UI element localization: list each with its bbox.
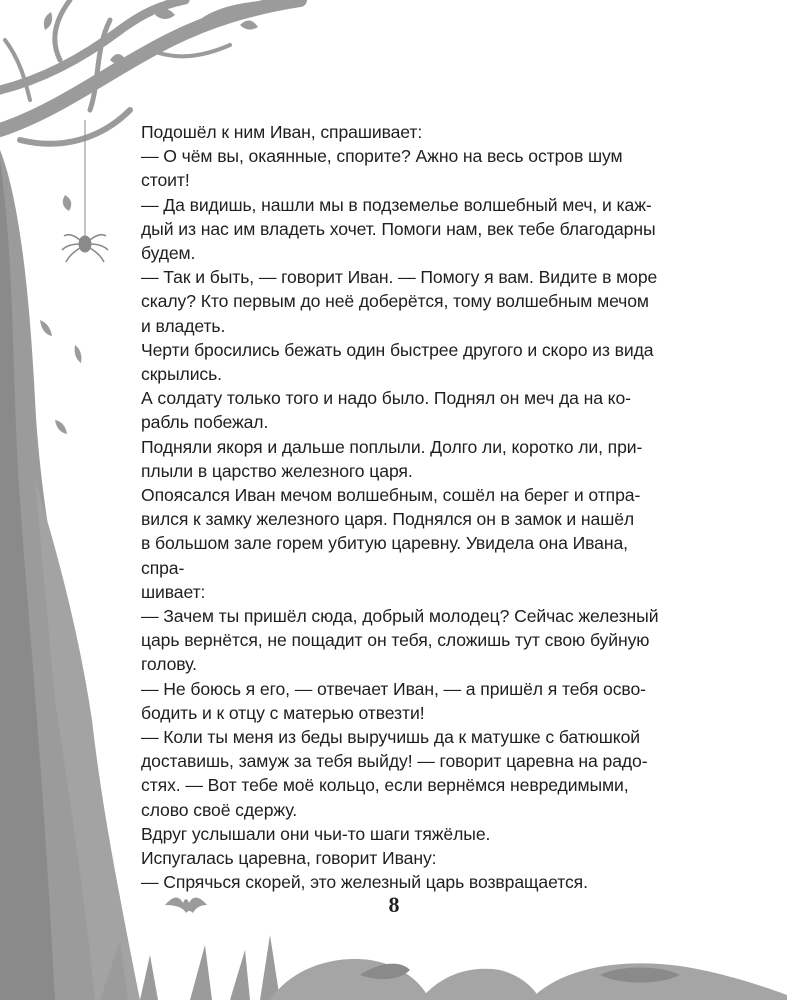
bat-icon (165, 897, 207, 913)
text-line: Вдруг услышали они чьи-то шаги тяжёлые. (141, 823, 491, 844)
text-line: и владеть. (141, 315, 226, 336)
text-line: Подошёл к ним Иван, спрашивает: (141, 122, 423, 142)
text-line: дый из нас им владеть хочет. Помоги нам, век тебе благодарны (141, 218, 656, 239)
text-line: Черти бросились бежать один быстрее другого и скоро из вида (141, 339, 654, 360)
text-line: Подняли якоря и дальше поплыли. Долго ли, коротко ли, при- (141, 436, 643, 457)
text-line: голову. (141, 654, 197, 675)
text-line: в большом зале горем убитую царевну. Увидела она Ивана, спра- (141, 533, 628, 578)
text-line: слово своё сдержу. (141, 799, 297, 820)
text-line: А солдату только того и надо было. Поднял он меч да на ко- (141, 388, 631, 409)
text-line: плыли в царство железного царя. (141, 460, 413, 481)
text-line: доставишь, замуж за тебя выйду! — говорит царевна на радо- (141, 751, 648, 772)
text-line: — Да видишь, нашли мы в подземелье волшебный меч, и каж- (141, 194, 652, 215)
text-line: — Спрячься скорей, это железный царь возвращается. (141, 872, 588, 893)
text-line: будем. (141, 243, 196, 264)
text-line: бодить и к отцу с матерью отвезти! (141, 702, 425, 723)
text-line: скалу? Кто первым до неё доберётся, тому волшебным мечом (141, 291, 649, 312)
text-line: Опоясался Иван мечом волшебным, сошёл на берег и отпра- (141, 485, 641, 506)
text-line: — Так и быть, — говорит Иван. — Помогу я вам. Видите в море (141, 267, 658, 288)
stones (270, 959, 787, 1000)
text-line: — Зачем ты пришёл сюда, добрый молодец? Сейчас железный (141, 606, 659, 627)
page-number: 8 (388, 892, 400, 917)
text-line: царь вернётся, не пощадит он тебя, сложишь тут свою буйную (141, 630, 650, 651)
text-line: рабль побежал. (141, 412, 269, 433)
story-text (141, 120, 669, 895)
text-line: стях. — Вот тебе моё кольцо, если вернёмся невредимыми, (141, 775, 629, 796)
text-line: шивает: (141, 581, 206, 602)
text-line: — О чём вы, окаянные, спорите? Ажно на весь остров шум (141, 146, 623, 167)
text-line: стоит! (141, 170, 190, 191)
text-line: Испугалась царевна, говорит Ивану: (141, 848, 437, 869)
text-line: — Коли ты меня из беды выручишь да к матушке с батюшкой (141, 727, 640, 748)
text-line: вился к замку железного царя. Поднялся он в замок и нашёл (141, 509, 635, 530)
text-line: скрылись. (141, 364, 222, 385)
text-line: — Не боюсь я его, — отвечает Иван, — а пришёл я тебя осво- (141, 678, 646, 699)
